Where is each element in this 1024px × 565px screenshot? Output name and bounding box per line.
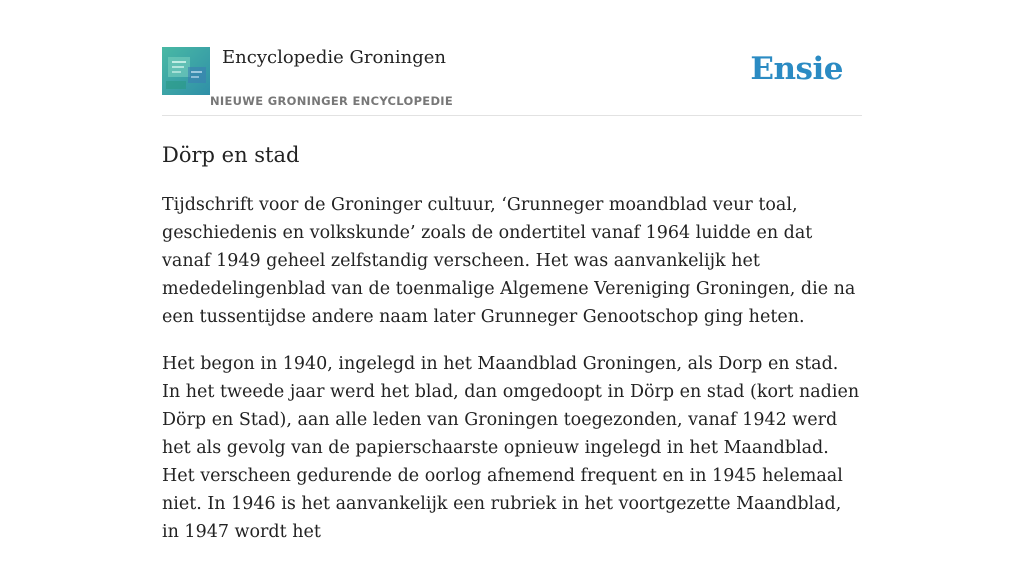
site-title[interactable]: Encyclopedie Groningen — [222, 47, 447, 68]
article — [162, 140, 862, 565]
article-paragraph-2: Het begon in 1940, ingelegd in het Maandblad Groningen, als Dorp en stad. In het tweede jaar werd het blad, dan omgedoopt in Dörp en stad (kort nadien Dörp en Stad), aan alle leden van Groningen toegezonden, vanaf 1942 werd het als gevolg van de papierschaarste opnieuw ingelegd in het Maandblad. Het verscheen gedurende de oorlog afnemend frequent en in 1945 helemaal niet. In 1946 is het aanvankelijk een rubriek in het voortgezette Maandblad, in 1947 wordt het — [162, 354, 860, 542]
article-title: Dörp en stad — [162, 143, 300, 167]
site-subtitle: NIEUWE GRONINGER ENCYCLOPEDIE — [210, 94, 454, 108]
ensie-brand-link[interactable]: Ensie — [750, 51, 843, 87]
site-logo-icon[interactable] — [162, 47, 210, 95]
article-paragraph-1: Tijdschrift voor de Groninger cultuur, ‘Grunneger moandblad veur toal, geschiedenis en volkskunde’ zoals de ondertitel vanaf 1964 luidde en dat vanaf 1949 geheel zelfstandig verscheen. Het was aanvankelijk het mededelingenblad van de toenmalige Algemene Vereniging Groningen, die na een tussentijdse andere naam later Grunneger Genootschop ging heten. — [162, 195, 856, 327]
site-header — [162, 46, 862, 116]
